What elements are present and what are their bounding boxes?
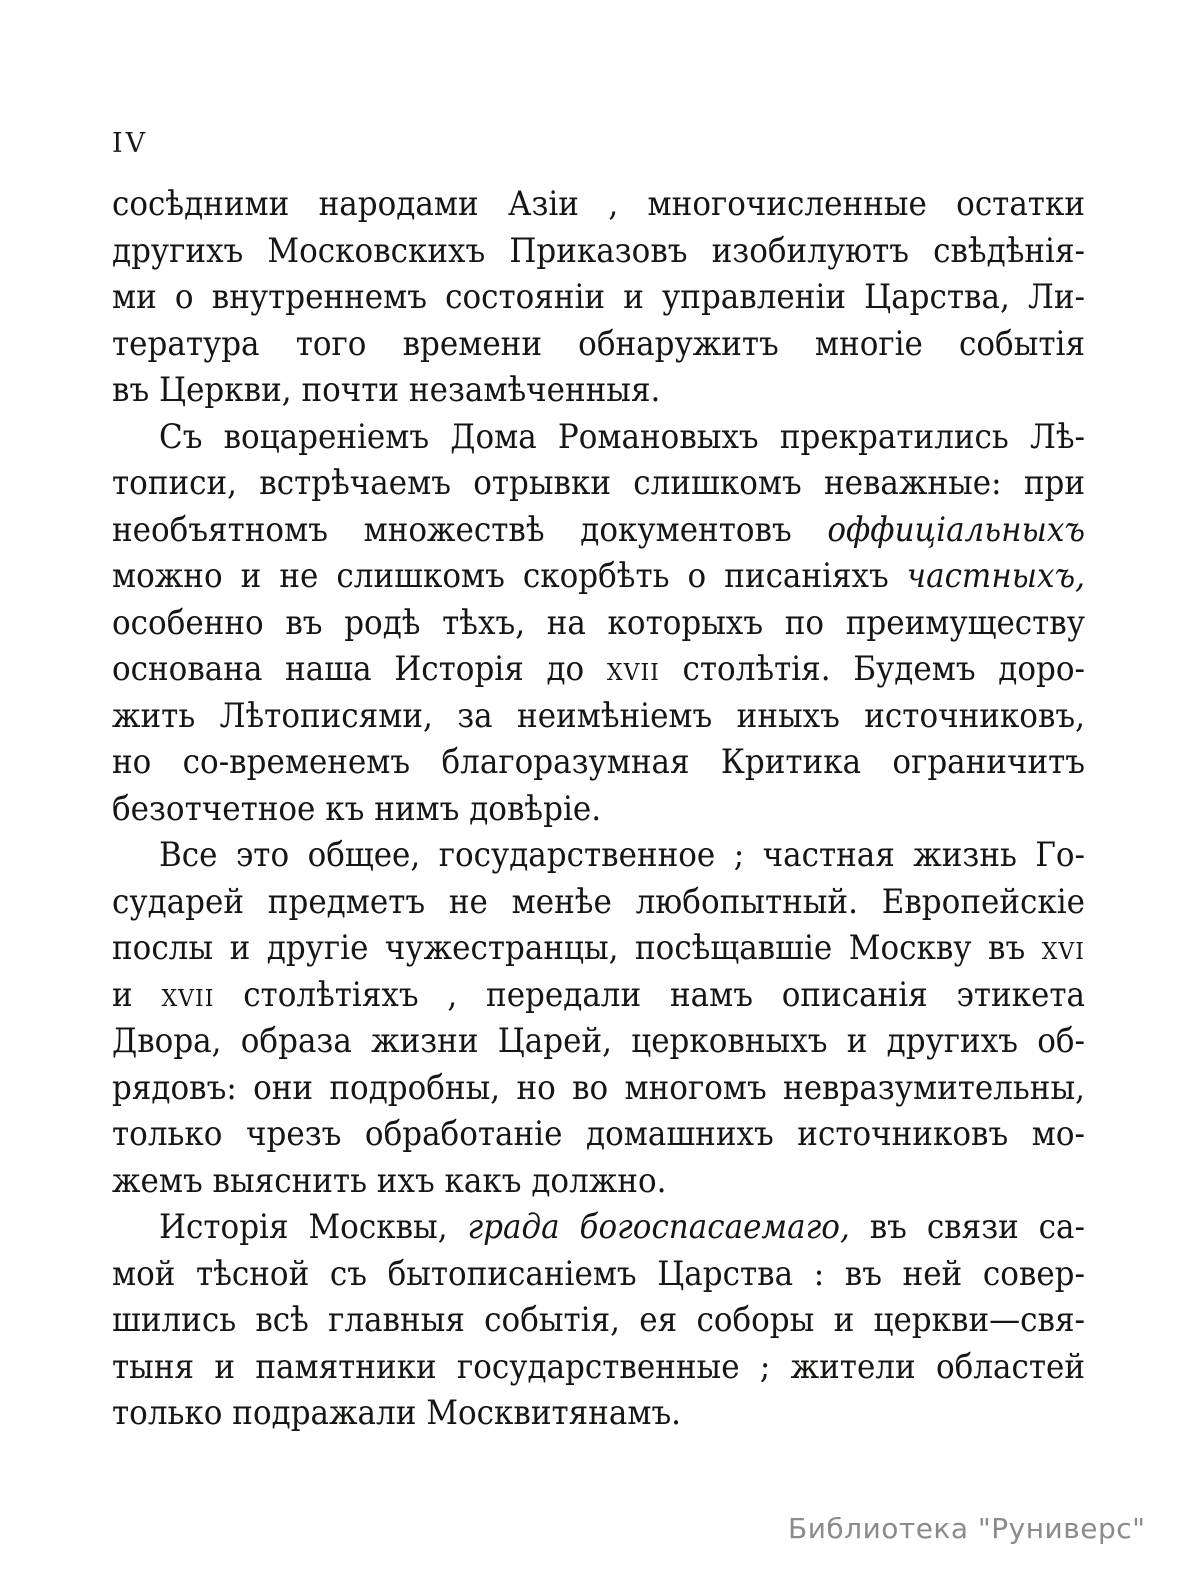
text-line — [112, 784, 1085, 834]
text-segment: ми о внутреннемъ состояніи и управленіи Царства, Ли- — [112, 277, 1085, 317]
text-segment: Двора, образа жизни Царей, церковныхъ и другихъ об- — [112, 1021, 1085, 1061]
text-segment: но со-временемъ благоразумная Критика ограничитъ — [112, 742, 1085, 782]
text-line — [112, 272, 1085, 322]
text-line — [112, 505, 1085, 555]
text-line — [112, 1156, 1085, 1206]
text-line — [112, 1295, 1085, 1345]
text-segment: другихъ Московскихъ Приказовъ изобилуютъ свѣдѣнія- — [112, 231, 1085, 270]
text-segment: и — [112, 975, 162, 1014]
body-text-block — [112, 181, 1085, 1437]
text-line — [112, 970, 1085, 1020]
text-line — [112, 226, 1085, 276]
text-segment: сударей предметъ не менѣе любопытный. Европейскіе — [112, 882, 1085, 921]
text-segment: града богоспасаемаго, — [467, 1207, 850, 1247]
library-watermark: Библиотека "Руниверс" — [788, 1512, 1146, 1545]
text-line — [112, 644, 1085, 694]
page-number: IV — [112, 128, 149, 159]
text-segment: Все это общее, государственное ; частная жизнь Го- — [159, 835, 1085, 875]
text-segment: рядовъ: они подробны, но во многомъ невразумительны, — [112, 1068, 1085, 1107]
text-segment: столѣтія. Будемъ доро- — [659, 649, 1085, 689]
text-segment: xvii — [161, 975, 215, 1014]
text-segment: жить Лѣтописями, за неимѣніемъ иныхъ источниковъ, — [112, 696, 1085, 735]
text-segment: шились всѣ главныя событія, ея соборы и церкви—свя- — [112, 1300, 1085, 1340]
text-line — [112, 1202, 1085, 1252]
text-line — [112, 1249, 1085, 1299]
text-line — [112, 1063, 1085, 1113]
text-segment: только чрезъ обработаніе домашнихъ источниковъ мо- — [112, 1114, 1085, 1154]
text-line — [112, 1342, 1085, 1392]
text-segment: тыня и памятники государственные ; жители областей — [112, 1347, 1085, 1386]
text-segment: особенно въ родѣ тѣхъ, на которыхъ по преимуществу — [112, 603, 1085, 642]
text-segment: оффиціальныхъ — [827, 510, 1085, 549]
text-line — [112, 691, 1085, 741]
text-segment: тописи, встрѣчаемъ отрывки слишкомъ неважные: при — [112, 463, 1085, 503]
text-line — [112, 1109, 1085, 1159]
text-segment: необъятномъ множествѣ документовъ — [112, 510, 828, 549]
text-segment: Съ воцареніемъ Дома Романовыхъ прекратились Лѣ- — [159, 417, 1085, 456]
text-line — [112, 737, 1085, 787]
text-segment: основана наша Исторія до — [112, 649, 607, 689]
text-segment: тература того времени обнаружитъ многіе событія — [112, 324, 1085, 363]
text-segment: столѣтіяхъ , передали намъ описанія этикета — [214, 975, 1086, 1014]
text-line — [112, 365, 1085, 415]
text-line — [112, 1016, 1085, 1066]
text-segment: Исторія Москвы, — [159, 1207, 468, 1247]
text-line — [112, 458, 1085, 508]
text-line — [112, 551, 1085, 601]
text-segment: частныхъ, — [906, 556, 1085, 596]
text-line — [112, 319, 1085, 369]
text-segment: мой тѣсной съ бытописаніемъ Царства : въ ней совер- — [112, 1254, 1085, 1293]
text-line — [112, 877, 1085, 927]
text-segment: сосѣдними народами Азіи , многочисленные остатки — [112, 184, 1085, 224]
text-segment: xvi — [1041, 928, 1085, 968]
text-segment: безотчетное къ нимъ довѣріе. — [112, 789, 602, 828]
text-segment: можно и не слишкомъ скорбѣть о писаніяхъ — [112, 556, 907, 596]
text-segment: xvii — [606, 649, 660, 689]
text-segment: жемъ выяснить ихъ какъ должно. — [112, 1161, 667, 1200]
text-line — [112, 923, 1085, 973]
text-segment: послы и другіе чужестранцы, посѣщавшіе Москву въ — [112, 928, 1042, 968]
text-line — [112, 830, 1085, 880]
text-segment: въ Церкви, почти незамѣченныя. — [112, 370, 661, 410]
text-segment: въ связи са- — [849, 1207, 1085, 1247]
text-line — [112, 1388, 1085, 1438]
text-line — [112, 598, 1085, 648]
text-segment: только подражали Москвитянамъ. — [112, 1393, 682, 1433]
text-line — [112, 412, 1085, 462]
text-line — [112, 179, 1085, 229]
